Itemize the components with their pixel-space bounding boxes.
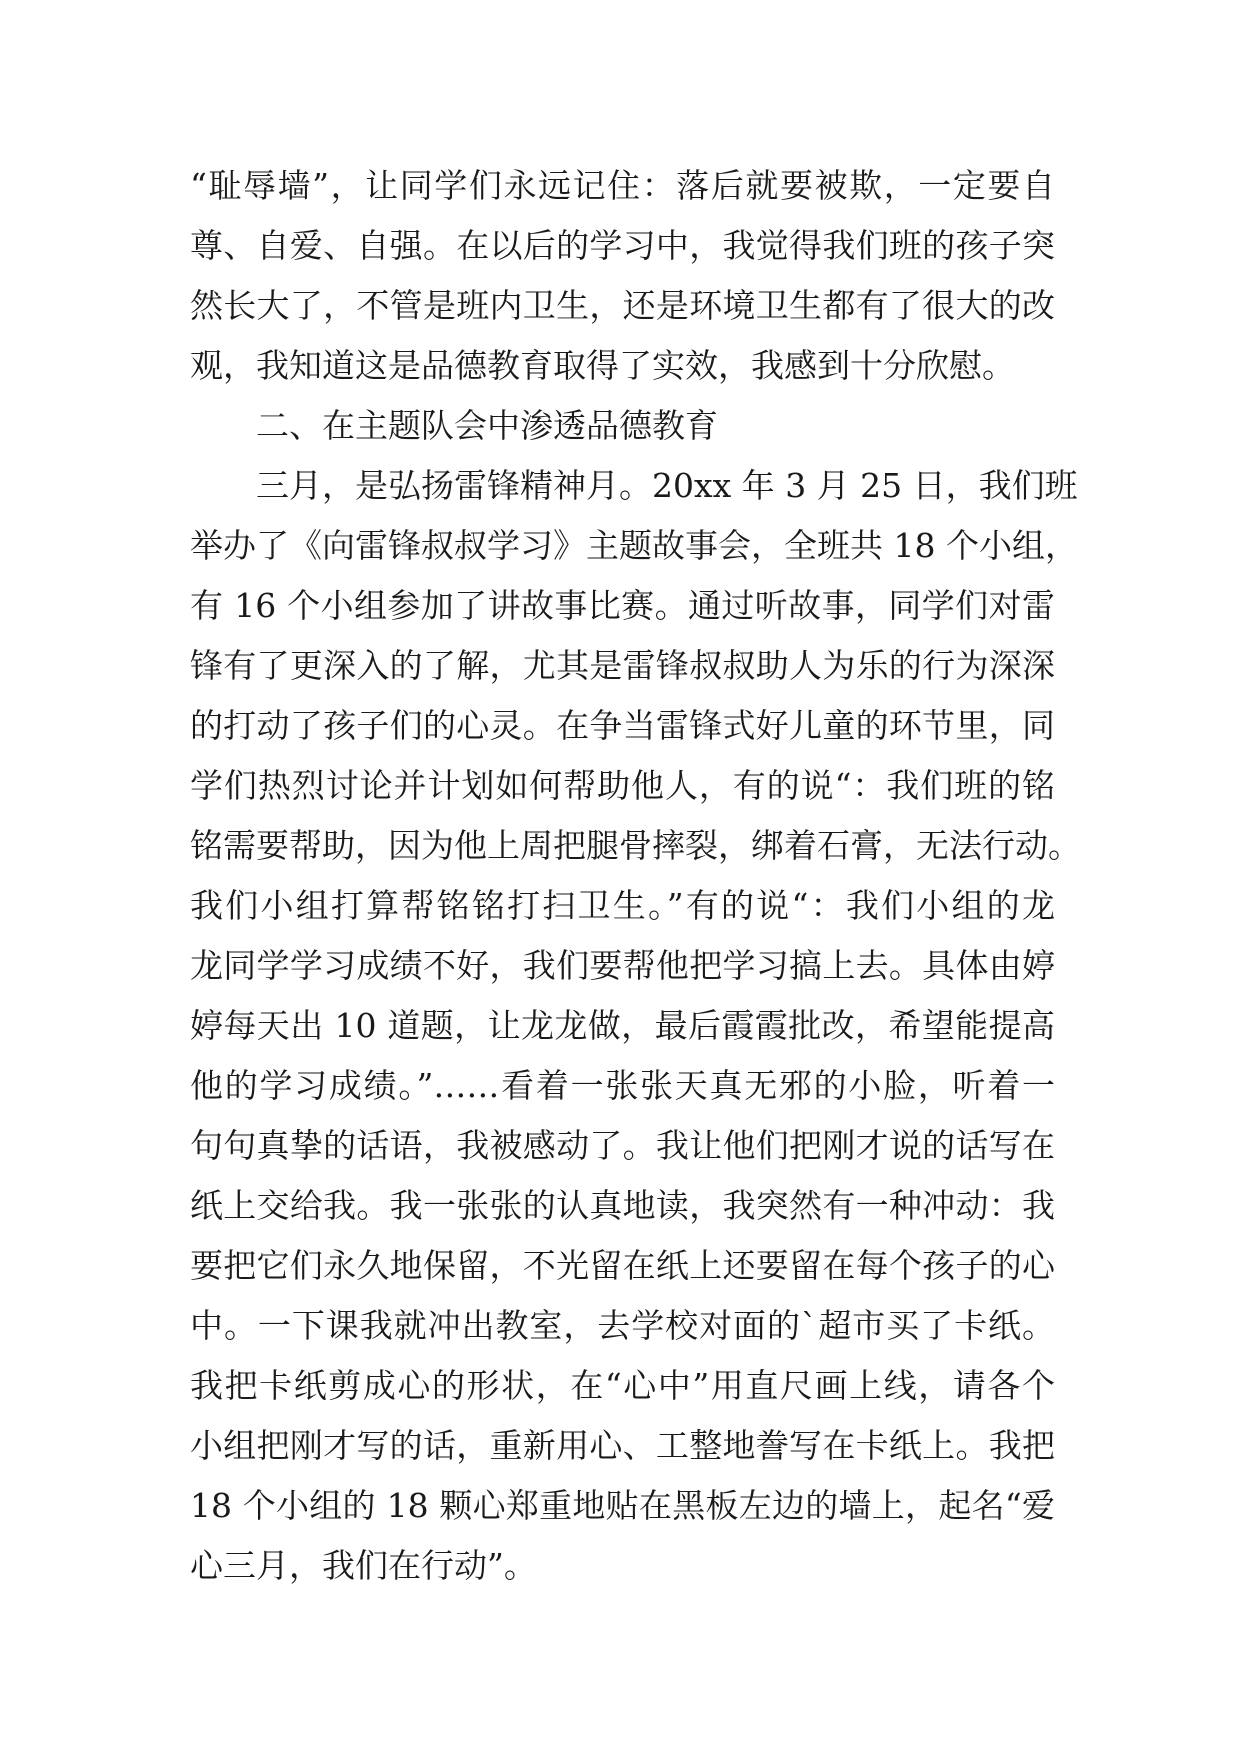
text-line: 尊、自爱、自强。在以后的学习中，我觉得我们班的孩子突 — [190, 226, 1055, 265]
text-line: 三月，是弘扬雷锋精神月。20xx 年 3 月 25 日，我们班 — [256, 466, 1078, 505]
text-line: 观，我知道这是品德教育取得了实效，我感到十分欣慰。 — [190, 346, 1015, 385]
text-line: 中。一下课我就冲出教室，去学校对面的`超市买了卡纸。 — [190, 1306, 1055, 1345]
text-line: 举办了《向雷锋叔叔学习》主题故事会，全班共 18 个小组， — [190, 526, 1078, 565]
text-line: 锋有了更深入的了解，尤其是雷锋叔叔助人为乐的行为深深 — [190, 646, 1055, 685]
text-line: 句句真挚的话语，我被感动了。我让他们把刚才说的话写在 — [190, 1126, 1055, 1165]
text-line: 他的学习成绩。”……看着一张张天真无邪的小脸，听着一 — [190, 1066, 1055, 1105]
text-line: 有 16 个小组参加了讲故事比赛。通过听故事，同学们对雷 — [190, 586, 1055, 625]
body-text — [190, 156, 1081, 1596]
text-line: 婷每天出 10 道题，让龙龙做，最后霞霞批改，希望能提高 — [190, 1006, 1055, 1045]
text-line: 纸上交给我。我一张张的认真地读，我突然有一种冲动：我 — [190, 1186, 1055, 1225]
text-line: 学们热烈讨论并计划如何帮助他人，有的说“：我们班的铭 — [190, 766, 1055, 805]
text-line: 我们小组打算帮铭铭打扫卫生。”有的说“：我们小组的龙 — [190, 886, 1055, 925]
text-line: 18 个小组的 18 颗心郑重地贴在黑板左边的墙上，起名“爱 — [190, 1486, 1055, 1525]
text-line: 要把它们永久地保留，不光留在纸上还要留在每个孩子的心 — [190, 1246, 1055, 1285]
text-line: 的打动了孩子们的心灵。在争当雷锋式好儿童的环节里，同 — [190, 706, 1055, 745]
text-line: 龙同学学习成绩不好，我们要帮他把学习搞上去。具体由婷 — [190, 946, 1055, 985]
text-line: 心三月，我们在行动”。 — [190, 1546, 537, 1585]
text-line: 小组把刚才写的话，重新用心、工整地誊写在卡纸上。我把 — [190, 1426, 1055, 1465]
text-line: “耻辱墙”，让同学们永远记住：落后就要被欺，一定要自 — [190, 166, 1055, 205]
section-heading: 二、在主题队会中渗透品德教育 — [256, 406, 718, 445]
text-line: 铭需要帮助，因为他上周把腿骨摔裂，绑着石膏，无法行动。 — [190, 826, 1081, 865]
text-line: 然长大了，不管是班内卫生，还是环境卫生都有了很大的改 — [190, 286, 1055, 325]
text-line: 我把卡纸剪成心的形状，在“心中”用直尺画上线，请各个 — [190, 1366, 1055, 1405]
